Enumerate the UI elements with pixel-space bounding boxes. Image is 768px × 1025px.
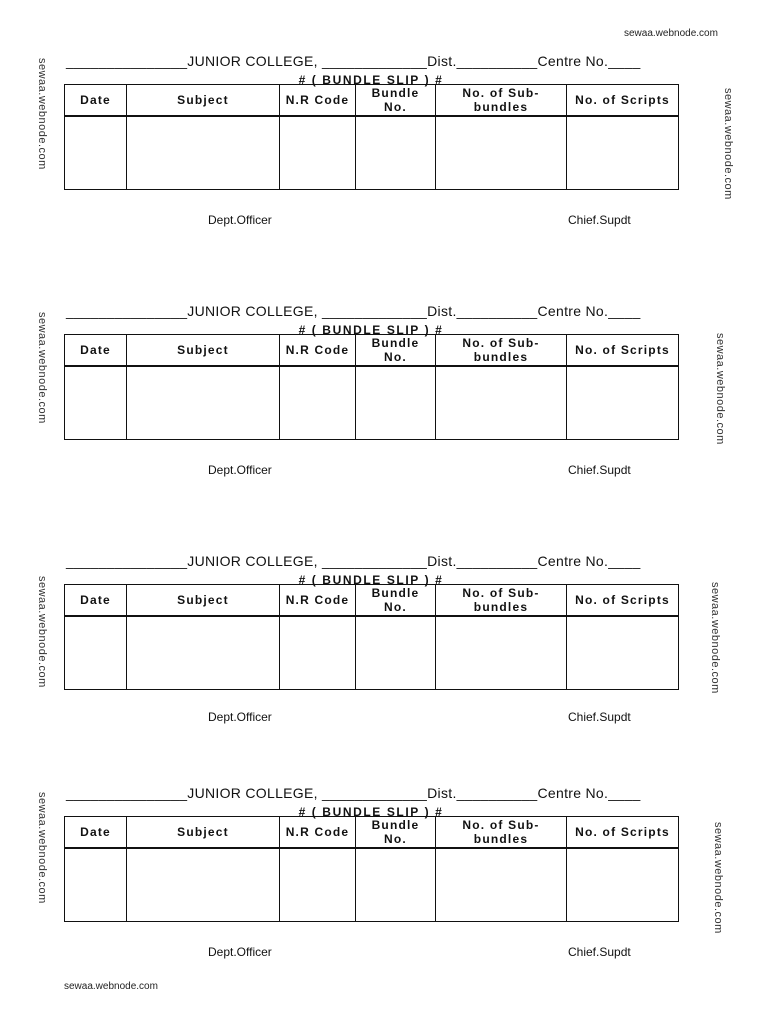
college-field: _______________JUNIOR COLLEGE, _____________ [66, 553, 428, 569]
bundle-table [64, 816, 679, 922]
dist-field: Dist.__________ [427, 53, 538, 69]
slip-title: # ( BUNDLE SLIP ) # [298, 573, 444, 587]
table-header-row [65, 335, 679, 367]
cell-date[interactable] [65, 616, 127, 690]
cell-scripts[interactable] [567, 848, 679, 922]
col-sub-bundles: No. of Sub-bundles [436, 85, 567, 117]
bundle-table [64, 84, 679, 190]
bundle-table [64, 584, 679, 690]
cell-subject[interactable] [127, 116, 280, 190]
cell-bundle-no[interactable] [356, 116, 436, 190]
col-nr-code: N.R Code [280, 335, 356, 367]
cell-subject[interactable] [127, 848, 280, 922]
cell-scripts[interactable] [567, 366, 679, 440]
centre-field: Centre No.____ [537, 53, 641, 69]
bundle-slip-2 [0, 303, 768, 543]
cell-subject[interactable] [127, 616, 280, 690]
col-date: Date [65, 85, 127, 117]
cell-date[interactable] [65, 366, 127, 440]
dist-field: Dist.__________ [427, 553, 538, 569]
col-sub-bundles: No. of Sub-bundles [436, 585, 567, 617]
chief-supdt-label: Chief.Supdt [568, 710, 631, 724]
cell-sub-bundles[interactable] [436, 616, 567, 690]
dept-officer-label: Dept.Officer [208, 710, 272, 724]
centre-field: Centre No.____ [537, 553, 641, 569]
cell-bundle-no[interactable] [356, 366, 436, 440]
dept-officer-label: Dept.Officer [208, 945, 272, 959]
cell-nr-code[interactable] [280, 366, 356, 440]
watermark-side-right-3: sewaa.webnode.com [709, 582, 721, 694]
cell-sub-bundles[interactable] [436, 848, 567, 922]
watermark-side-right-4: sewaa.webnode.com [712, 822, 724, 934]
table-row [65, 116, 679, 190]
col-nr-code: N.R Code [280, 817, 356, 849]
cell-date[interactable] [65, 848, 127, 922]
bundle-slip-3 [0, 553, 768, 793]
dept-officer-label: Dept.Officer [208, 463, 272, 477]
col-date: Date [65, 817, 127, 849]
slip-title: # ( BUNDLE SLIP ) # [298, 323, 444, 337]
col-scripts: No. of Scripts [567, 817, 679, 849]
college-field: _______________JUNIOR COLLEGE, _____________ [66, 785, 428, 801]
table-header-row [65, 817, 679, 849]
cell-bundle-no[interactable] [356, 616, 436, 690]
col-bundle-no: Bundle No. [356, 85, 436, 117]
slip-title: # ( BUNDLE SLIP ) # [298, 73, 444, 87]
cell-subject[interactable] [127, 366, 280, 440]
cell-scripts[interactable] [567, 616, 679, 690]
bundle-table [64, 334, 679, 440]
watermark-side-left-1: sewaa.webnode.com [36, 58, 48, 170]
col-bundle-no: Bundle No. [356, 817, 436, 849]
dist-field: Dist.__________ [427, 785, 538, 801]
bundle-slip-4 [0, 785, 768, 1025]
watermark-bottom: sewaa.webnode.com [64, 981, 158, 992]
col-scripts: No. of Scripts [567, 585, 679, 617]
watermark-top: sewaa.webnode.com [624, 28, 718, 39]
col-subject: Subject [127, 585, 280, 617]
table-row [65, 616, 679, 690]
col-bundle-no: Bundle No. [356, 585, 436, 617]
chief-supdt-label: Chief.Supdt [568, 463, 631, 477]
chief-supdt-label: Chief.Supdt [568, 945, 631, 959]
col-date: Date [65, 585, 127, 617]
col-scripts: No. of Scripts [567, 85, 679, 117]
col-date: Date [65, 335, 127, 367]
centre-field: Centre No.____ [537, 303, 641, 319]
chief-supdt-label: Chief.Supdt [568, 213, 631, 227]
cell-sub-bundles[interactable] [436, 366, 567, 440]
col-subject: Subject [127, 85, 280, 117]
col-scripts: No. of Scripts [567, 335, 679, 367]
col-subject: Subject [127, 817, 280, 849]
watermark-side-right-1: sewaa.webnode.com [722, 88, 734, 200]
table-row [65, 366, 679, 440]
college-field: _______________JUNIOR COLLEGE, _____________ [66, 303, 428, 319]
dist-field: Dist.__________ [427, 303, 538, 319]
watermark-side-left-3: sewaa.webnode.com [36, 576, 48, 688]
centre-field: Centre No.____ [537, 785, 641, 801]
cell-date[interactable] [65, 116, 127, 190]
college-field: _______________JUNIOR COLLEGE, _____________ [66, 53, 428, 69]
slip-title: # ( BUNDLE SLIP ) # [298, 805, 444, 819]
cell-sub-bundles[interactable] [436, 116, 567, 190]
slip-header [66, 785, 686, 803]
col-sub-bundles: No. of Sub-bundles [436, 817, 567, 849]
table-header-row [65, 585, 679, 617]
table-row [65, 848, 679, 922]
col-nr-code: N.R Code [280, 585, 356, 617]
col-nr-code: N.R Code [280, 85, 356, 117]
watermark-side-right-2: sewaa.webnode.com [714, 333, 726, 445]
col-subject: Subject [127, 335, 280, 367]
slip-header [66, 303, 686, 321]
cell-scripts[interactable] [567, 116, 679, 190]
col-sub-bundles: No. of Sub-bundles [436, 335, 567, 367]
table-header-row [65, 85, 679, 117]
cell-nr-code[interactable] [280, 848, 356, 922]
col-bundle-no: Bundle No. [356, 335, 436, 367]
cell-nr-code[interactable] [280, 116, 356, 190]
cell-bundle-no[interactable] [356, 848, 436, 922]
slip-header [66, 553, 686, 571]
dept-officer-label: Dept.Officer [208, 213, 272, 227]
watermark-side-left-4: sewaa.webnode.com [36, 792, 48, 904]
bundle-slip-1 [0, 53, 768, 293]
cell-nr-code[interactable] [280, 616, 356, 690]
slip-header [66, 53, 686, 71]
watermark-side-left-2: sewaa.webnode.com [36, 312, 48, 424]
